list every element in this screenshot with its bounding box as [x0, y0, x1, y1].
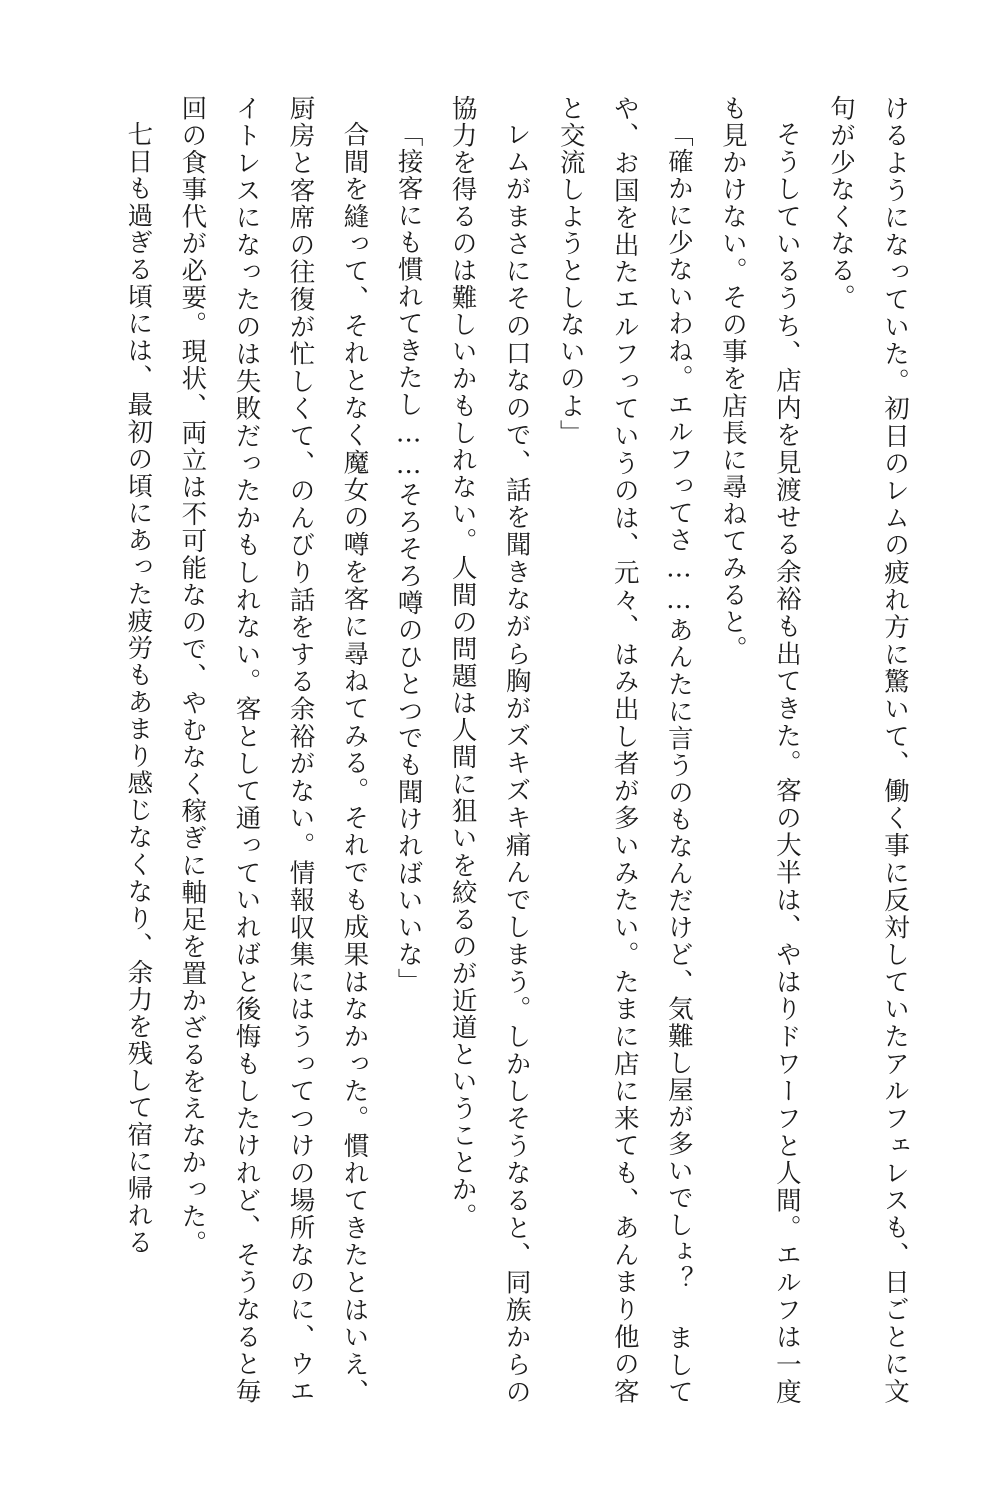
paragraph-5: 「接客にも慣れてきたし……そろそろ噂のひとつでも聞ければいいな」 [393, 120, 424, 995]
paragraph-2: そうしているうち、店内を見渡せる余裕も出てきた。客の大半は、やはりドワーフと人間。エルフは一度も見かけない。その事を店長に尋ねてみると。 [717, 95, 802, 1405]
paragraph-6: 合間を縫って、それとなく魔女の噂を客に尋ねてみる。それでも成果はなかった。慣れてきたとはいえ、厨房と客席の往復が忙しくて、のんびり話をする余裕がない。情報収集にはうってつけの場所なのに、ウエイトレスになったのは失敗だったかもしれない。客として通っていればと後悔もしたけれど、そうなると毎回の食事代が必要。現状、両立は不可能なので、やむなく稼ぎに軸足を置かざるをえなかった。 [177, 95, 370, 1405]
paragraph-3: 「確かに少ないわね。エルフってさ……あんたに言うのもなんだけど、気難し屋が多いでしょ？ ましてや、お国を出たエルフっていうのは、元々、はみ出し者が多いみたい。たまに店に来ても、あんまり他の客と交流しようとしないのよ」 [555, 95, 694, 1405]
vertical-text-body [60, 95, 922, 1405]
paragraph-1: けるようになっていた。初日のレムの疲れ方に驚いて、働く事に反対していたアルフェレスも、日ごとに文句が少なくなる。 [825, 95, 910, 1405]
paragraph-7: 七日も過ぎる頃には、最初の頃にあった疲労もあまり感じなくなり、余力を残して宿に帰れる [123, 120, 154, 1256]
paragraph-4: レムがまさにその口なので、話を聞きながら胸がズキズキ痛んでしまう。しかしそうなると、同族からの協力を得るのは難しいかもしれない。人間の問題は人間に狙いを絞るのが近道ということか。 [447, 95, 532, 1405]
